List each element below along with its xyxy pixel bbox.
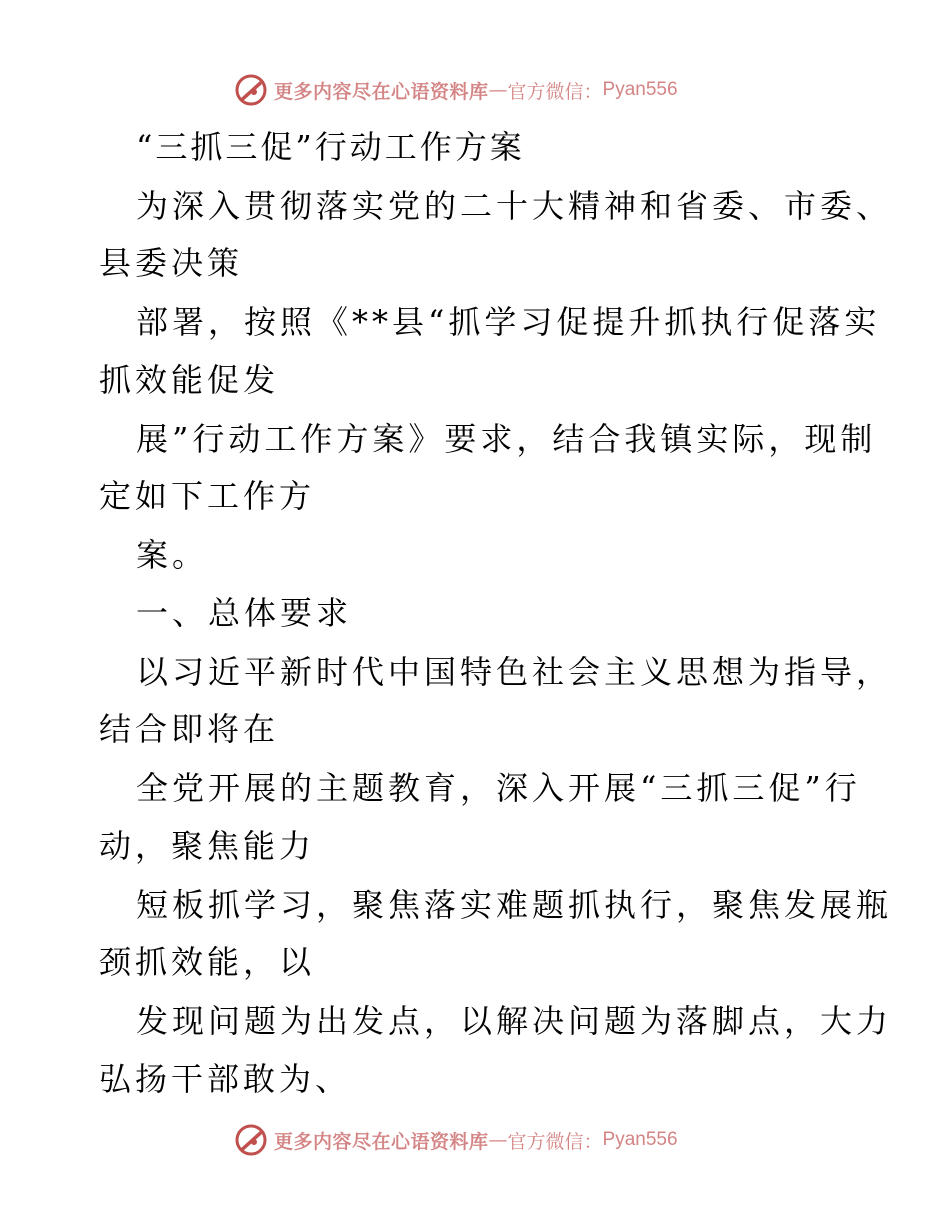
body-line: 县委决策 [99,244,244,282]
brand-logo-icon [234,1123,268,1157]
document-title: “三抓三促”行动工作方案 [136,128,525,166]
body-line: 案。 [136,536,209,574]
body-line: 部署，按照《**县“抓学习促提升抓执行促落实 [136,303,881,341]
body-line: 结合即将在 [99,710,280,748]
body-line: 以习近平新时代中国特色社会主义思想为指导， [136,653,893,691]
footer-banner [234,1122,678,1158]
body-line: 弘扬干部敢为、 [99,1060,352,1098]
body-line: 全党开展的主题教育，深入开展“三抓三促”行 [136,769,861,807]
section-heading: 一、总体要求 [136,594,353,632]
header-text: 更多内容尽在心语资料库 [274,80,489,103]
header-dash: — [488,79,508,101]
header-wechat-label: 官方微信： [507,80,603,103]
footer-wechat-id: Pyan556 [602,1129,678,1150]
body-line: 抓效能促发 [99,361,280,399]
header-banner [234,72,678,108]
body-line: 短板抓学习，聚焦落实难题抓执行，聚焦发展瓶 [136,886,893,924]
footer-dash: — [488,1129,508,1151]
body-line: 展”行动工作方案》要求，结合我镇实际，现制 [136,420,877,458]
footer-wechat-label: 官方微信： [507,1130,603,1153]
body-line: 定如下工作方 [99,477,316,515]
body-line: 发现问题为出发点，以解决问题为落脚点，大力 [136,1002,893,1040]
body-line: 动，聚焦能力 [99,827,316,865]
body-line: 为深入贯彻落实党的二十大精神和省委、市委、 [136,187,893,225]
header-wechat-id: Pyan556 [602,79,678,100]
brand-logo-icon [234,73,268,107]
body-line: 颈抓效能，以 [99,943,316,981]
footer-text: 更多内容尽在心语资料库 [274,1130,489,1153]
